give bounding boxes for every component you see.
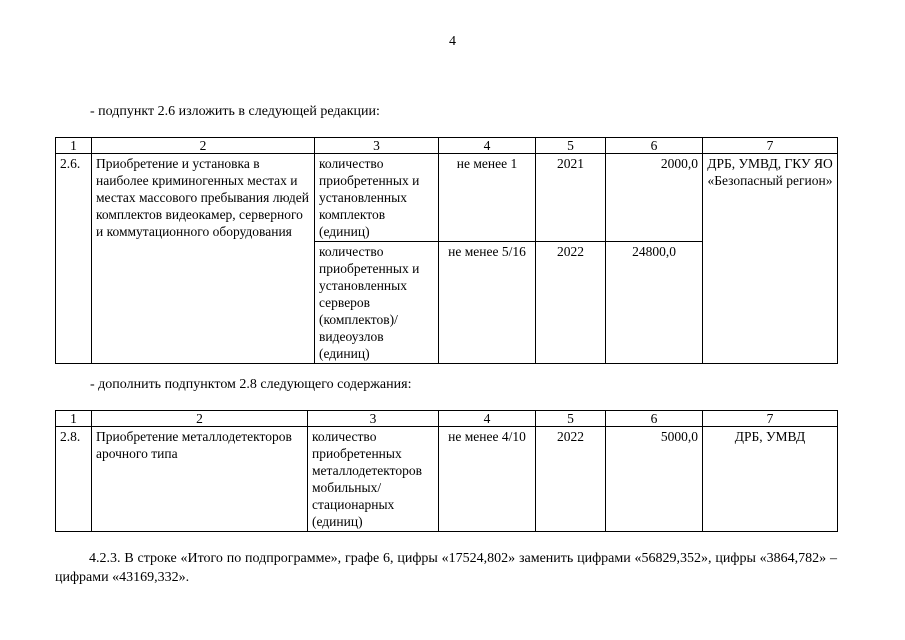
executor-cell: ДРБ, УМВД, ГКУ ЯО «Безопасный регион» — [703, 154, 838, 364]
header-cell: 1 — [56, 138, 92, 154]
header-cell: 7 — [703, 138, 838, 154]
target-cell: не менее 4/10 — [439, 427, 536, 532]
amount-cell: 5000,0 — [606, 427, 703, 532]
indicator-cell: количество приобретенных и установленных серверов (комплектов)/ видеоузлов (единиц) — [315, 242, 439, 364]
header-cell: 4 — [439, 411, 536, 427]
header-cell: 1 — [56, 411, 92, 427]
table-row — [56, 427, 838, 532]
page-number: 4 — [449, 34, 456, 49]
table-subitem-2-8 — [55, 410, 838, 532]
table-header-row — [56, 138, 838, 154]
header-cell: 3 — [315, 138, 439, 154]
target-cell: не менее 1 — [439, 154, 536, 242]
header-cell: 2 — [92, 138, 315, 154]
header-cell: 5 — [536, 411, 606, 427]
year-cell: 2021 — [536, 154, 606, 242]
indicator-cell: количество приобретенных и установленных комплектов (единиц) — [315, 154, 439, 242]
executor-cell: ДРБ, УМВД — [703, 427, 838, 532]
header-cell: 2 — [92, 411, 308, 427]
table-header-row — [56, 411, 838, 427]
final-paragraph: 4.2.3. В строке «Итого по подпрограмме», графе 6, цифры «17524,802» заменить цифрами «56829,352», цифры «3864,782» – цифрами «43169,332». — [55, 551, 837, 585]
header-cell: 7 — [703, 411, 838, 427]
header-cell: 5 — [536, 138, 606, 154]
indicator-cell: количество приобретенных металлодетекторов мобильных/ стационарных (единиц) — [308, 427, 439, 532]
target-cell: не менее 5/16 — [439, 242, 536, 364]
amount-cell: 2000,0 — [606, 154, 703, 242]
header-cell: 6 — [606, 411, 703, 427]
table-row — [56, 154, 838, 242]
item-number: 2.6. — [56, 154, 92, 364]
item-number: 2.8. — [56, 427, 92, 532]
amount-cell: 24800,0 — [606, 242, 703, 364]
intro-paragraph-2: - дополнить подпунктом 2.8 следующего содержания: — [90, 377, 412, 392]
header-cell: 4 — [439, 138, 536, 154]
intro-paragraph-1: - подпункт 2.6 изложить в следующей редакции: — [90, 104, 380, 119]
table-subitem-2-6 — [55, 137, 838, 364]
header-cell: 6 — [606, 138, 703, 154]
header-cell: 3 — [308, 411, 439, 427]
year-cell: 2022 — [536, 242, 606, 364]
item-name: Приобретение металлодетекторов арочного типа — [92, 427, 308, 532]
item-name: Приобретение и установка в наиболее криминогенных местах и местах массового пребывания людей комплектов видеокамер, серверного и коммутационного оборудования — [92, 154, 315, 364]
year-cell: 2022 — [536, 427, 606, 532]
